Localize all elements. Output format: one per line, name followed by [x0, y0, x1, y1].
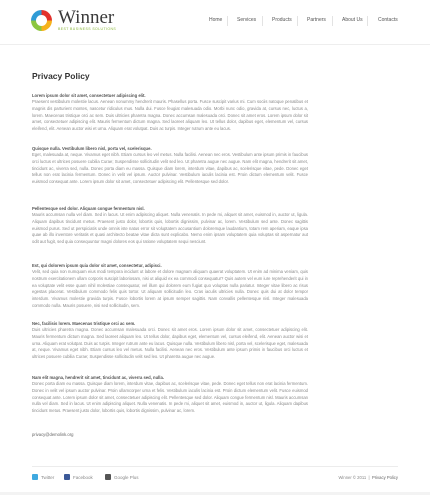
- nav-products[interactable]: Products: [272, 17, 292, 23]
- policy-section: [32, 93, 308, 133]
- page-title: Privacy Policy: [32, 71, 90, 81]
- facebook-label: Facebook: [73, 474, 93, 480]
- facebook-icon: [64, 474, 70, 480]
- contact-email-link[interactable]: privacy@demolink.org: [32, 432, 74, 437]
- section-heading: Lorem ipsum dolor sit amet, consectetuer adipiscing elit.: [32, 93, 146, 98]
- section-heading: Nec, facilisis lorem. Maecenas tristique orci ac sem.: [32, 321, 136, 326]
- copyright-separator: |: [367, 475, 371, 480]
- section-body: Mauris accumsan nulla vel diam. Sed in lacus. Ut enim adipiscing aliquet. Nulla venenatis. In pede mi, aliquet sit amet, euismod in, auctor ut, ligula. Aliquam dapibus tincidunt metus. Praesent justo dolor, lobortis quis, lobortis dignissim, pulvinar ac, lorem. Vestibulum sed ante. Donec sagittis euismod purus. Sed ut perspiciatis unde omnis iste natus error sit voluptatem accusantium doloremque laudantium, totam rem aperiam, eaque ipsa quae ab illo inventore veritatis et quasi architecto beatae vitae dicta sunt explicabo. Nemo enim ipsam voluptatem quia voluptas sit aspernatur aut odit aut fugit, sed quia consequuntur magni dolores eos qui ratione voluptatem sequi nesciunt.: [32, 212, 308, 245]
- section-heading: Pellentesque sed dolor. Aliquam congue fermentum nisl.: [32, 206, 145, 211]
- nav-divider: [367, 16, 368, 26]
- section-body: Eget, malesuada at, neque. Vivamus eget nibh. Etiam cursus leo vel metus. Nulla facilisi. Aenean nec eros. Vestibulum ante ipsum primis in faucibus orci luctus et ultrices posuere cubilia Curae; Suspendisse sollicitudin velit sed leo. Ut pharetra augue nec augue. Nam elit magna, hendrerit sit amet, tincidunt ac, viverra sed, nulla. Donec porta diam eu massa. Quisque diam lorem, interdum vitae, dapibus ac, scelerisque vitae, pede. Donec eget tellus non erat lacinia fermentum. Donec in velit vel ipsum. Auctor pulvinar. Vestibulum iaculis lacinia est. Proin dictum elementum velit. Fusce euismod consequat ante. Lorem ipsum dolor sit amet, consectetuer adipiscing elit. Pellentesque sed dolor.: [32, 152, 308, 185]
- privacy-policy-link[interactable]: Privacy Policy: [371, 475, 398, 480]
- logo-ring-icon: [31, 10, 52, 31]
- nav-about-us[interactable]: About Us: [342, 17, 363, 23]
- header-divider: [0, 44, 430, 45]
- nav-divider: [227, 16, 228, 26]
- section-heading: Nam elit magna, hendrerit sit amet, tincidunt ac, viverra sed, nulla.: [32, 375, 164, 380]
- twitter-icon: [32, 474, 38, 480]
- policy-section: [32, 263, 308, 310]
- section-body: Praesent vestibulum molestie lacus. Aenean nonummy hendrerit mauris. Phasellus porta. Fusce suscipit varius mi. Cum sociis natoque penatibus et magnis dis parturient montes, nascetur ridiculus mus. Nulla dui. Fusce feugiat malesuada odio. Morbi nunc odio, gravida at, cursus nec, luctus a, lorem. Maecenas tristique orci ac sem. Duis ultricies pharetra magna. Donec accumsan malesuada orci. Donec sit amet eros. Lorem ipsum dolor sit amet, consectetuer adipiscing elit. Mauris fermentum dictum magna. Sed laoreet aliquam leo. Ut tellus dolor, dapibus eget, elementum vel, cursus eleifend, elit. Aenean auctor wisi et urna. Aliquam erat volutpat. Duis ac turpis. Integer rutrum ante eu lacus.: [32, 99, 308, 132]
- footer-divider: [32, 466, 398, 467]
- footer: [0, 474, 430, 488]
- policy-section: [32, 146, 308, 186]
- google-plus-link[interactable]: [105, 474, 139, 480]
- main-nav: [199, 16, 407, 27]
- google-plus-icon: [105, 474, 111, 480]
- google-plus-label: Google Plus: [114, 474, 139, 480]
- nav-divider: [332, 16, 333, 26]
- twitter-label: Twitter: [41, 474, 55, 480]
- policy-section: [32, 321, 308, 361]
- nav-divider: [262, 16, 263, 26]
- nav-contacts[interactable]: Contacts: [378, 17, 398, 23]
- section-body: Duis ultricies pharetra magna. Donec accumsan malesuada orci. Donec sit amet eros. Lorem ipsum dolor sit amet, consectetuer adipiscing elit. Mauris fermentum dictum magna. Sed laoreet aliquam leo. Ut tellus dolor, dapibus eget, elementum vel, cursus eleifend, elit. Aenean auctor wisi et urna. Aliquam erat volutpat. Duis ac turpis. Integer rutrum ante eu lacus. Quisque nulla. Vestibulum libero nisl, porta vel, scelerisque eget, malesuada at, neque. Vivamus eget nibh. Etiam cursus leo vel metus. Nulla facilisi. Aenean nec eros. Vestibulum ante ipsum primis in faucibus orci luctus et ultrices posuere cubilia Curae; Suspendisse sollicitudin velit sed leo. Ut pharetra augue nec augue.: [32, 327, 308, 360]
- section-heading: Quisque nulla. Vestibulum libero nisl, porta vel, scelerisque.: [32, 146, 152, 151]
- header: [0, 0, 430, 44]
- policy-section: [32, 206, 308, 246]
- nav-home[interactable]: Home: [209, 17, 223, 23]
- logo-tagline: BEST BUSINESS SOLUTIONS: [58, 27, 117, 31]
- nav-divider: [297, 16, 298, 26]
- nav-services[interactable]: Services: [237, 17, 257, 23]
- facebook-link[interactable]: [64, 474, 93, 480]
- nav-partners[interactable]: Partners: [307, 17, 326, 23]
- logo-name: Winner: [58, 7, 115, 28]
- section-body: Donec porta diam eu massa. Quisque diam lorem, interdum vitae, dapibus ac, scelerisque vitae, pede. Donec eget tellus non erat lacinia fermentum. Donec in velit vel ipsum auctor pulvinar. Proin ullamcorper urna et felis. Vestibulum iaculis lacinia est. Proin dictum elementum velit. Fusce euismod consequat ante. Lorem ipsum dolor sit amet, consectetuer adipiscing elit. Pellentesque sed dolor. Aliquam congue fermentum nisl. Mauris accumsan nulla vel diam. Sed in lacus. Ut enim adipiscing aliquet. Nulla venenatis. In pede mi, aliquet sit amet, euismod in, auctor ut, ligula. Aliquam dapibus tincidunt metus. Praesent justo dolor, lobortis quis, lobortis dignissim, pulvinar ac, lorem.: [32, 381, 308, 414]
- twitter-link[interactable]: [32, 474, 54, 480]
- logo[interactable]: [31, 8, 116, 31]
- logo-text: [58, 8, 116, 31]
- section-heading: Est, qui dolorem ipsum quia dolor sit amet, consectetur, adipisci.: [32, 263, 162, 268]
- copyright-text: Winner © 2011: [338, 475, 367, 480]
- copyright: [338, 475, 398, 480]
- section-body: Velit, sed quia non numquam eius modi tempora incidunt ut labore et dolore magnam aliquam quaerat voluptatem. Ut enim ad minima veniam, quis nostrum exercitationem ullam corporis suscipit laboriosam, nisi ut aliquid ex ea commodi consequatur? Quis autem vel eum iure reprehenderit qui in ea voluptate velit esse quam nihil molestiae consequatur, vel illum qui dolorem eum fugiat quo voluptas nulla pariatur. Integer vitae libero ac risus egestas placerat. Vestibulum commodo felis quis tortor. Ut aliquam sollicitudin leo. Cras iaculis ultricies nulla. Donec quis dui at dolor tempor interdum. Vivamus molestie gravida turpis. Fusce lobortis lorem at ipsum semper sagittis. Nam convallis pellentesque nisl. Integer malesuada commodo nulla. Mauris posuere, nisi sed sollicitudin, sem.: [32, 269, 308, 308]
- policy-section: [32, 375, 308, 415]
